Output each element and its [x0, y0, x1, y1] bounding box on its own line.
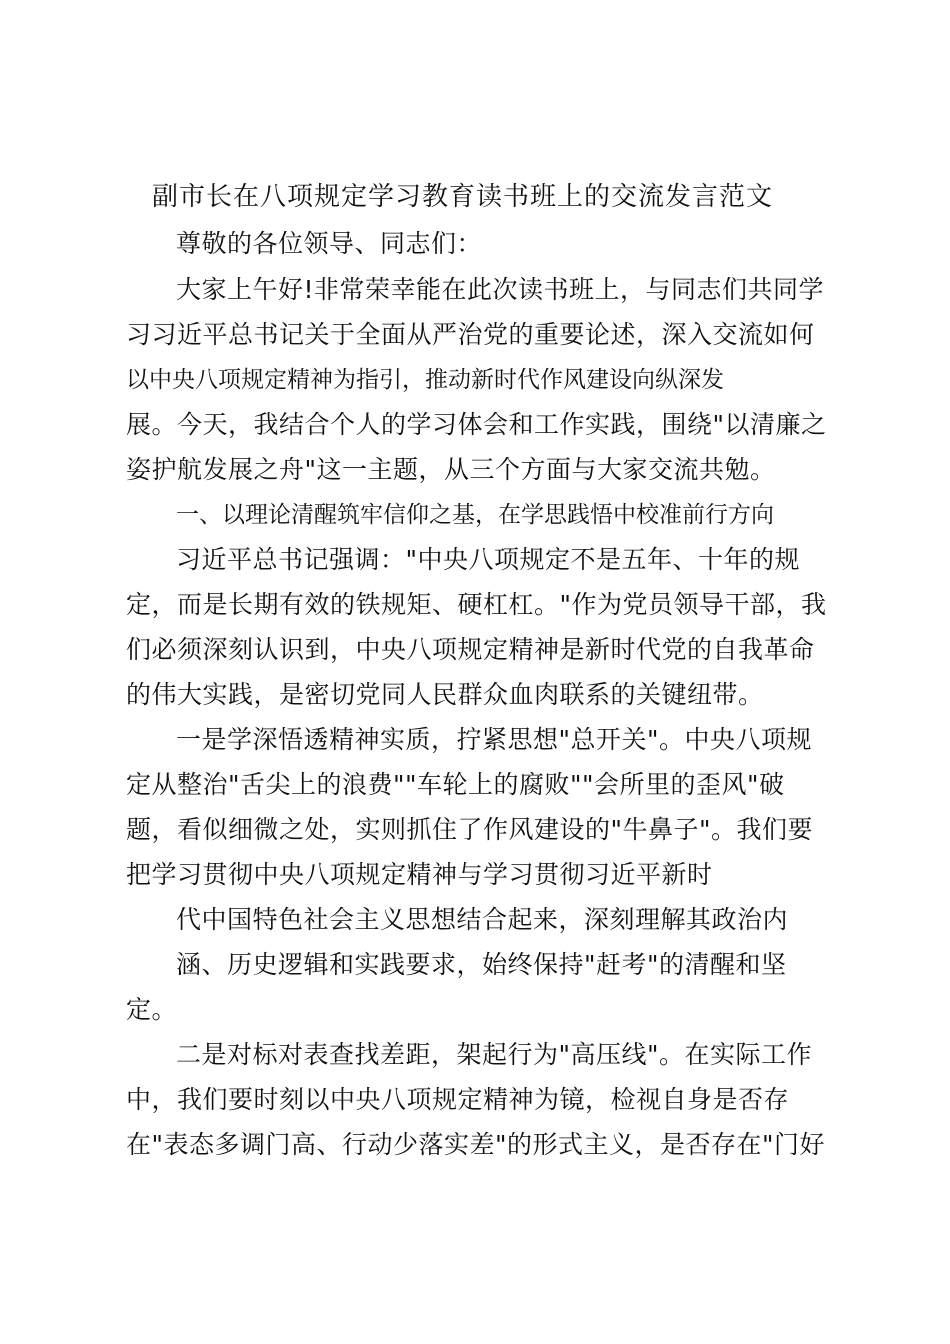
- paragraph-line: 大家上午好!非常荣幸能在此次读书班上，与同志们共同学: [176, 275, 825, 304]
- paragraph-line: 习习近平总书记关于全面从严治党的重要论述，深入交流如何: [126, 320, 815, 349]
- paragraph-line: 一是学深悟透精神实质，拧紧思想"总开关"。中央八项规: [176, 725, 813, 754]
- salutation: 尊敬的各位领导、同志们：: [176, 229, 483, 258]
- paragraph-line: 定从整治"舌尖上的浪费""车轮上的腐败""会所里的歪风"破: [126, 770, 785, 799]
- paragraph-line: 展。今天，我结合个人的学习体会和工作实践，围绕"以清廉之: [126, 410, 827, 439]
- paragraph-line: 习近平总书记强调："中央八项规定不是五年、十年的规: [176, 545, 801, 574]
- paragraph-line: 中，我们要时刻以中央八项规定精神为镜，检视自身是否存: [126, 1085, 790, 1114]
- paragraph-line: 姿护航发展之舟"这一主题，从三个方面与大家交流共勉。: [126, 455, 776, 484]
- paragraph-line: 在"表态多调门高、行动少落实差"的形式主义，是否存在"门好: [126, 1130, 825, 1159]
- paragraph-line: 代中国特色社会主义思想结合起来，深刻理解其政治内: [176, 905, 789, 934]
- paragraph-line: 把学习贯彻中央八项规定精神与学习贯彻习近平新时: [126, 860, 713, 889]
- paragraph-line: 二是对标对表查找差距，架起行为"高压线"。在实际工作: [176, 1040, 813, 1069]
- paragraph-line: 的伟大实践，是密切党同人民群众血肉联系的关键纽带。: [126, 680, 764, 709]
- document-title: 副市长在八项规定学习教育读书班上的交流发言范文: [152, 182, 774, 212]
- paragraph-line: 们必须深刻认识到，中央八项规定精神是新时代党的自我革命: [126, 635, 815, 664]
- section-heading: 一、以理论清醒筑牢信仰之基，在学思践悟中校准前行方向: [176, 502, 774, 528]
- paragraph-line: 定。: [126, 995, 178, 1024]
- paragraph-line: 涵、历史逻辑和实践要求，始终保持"赶考"的清醒和坚: [176, 950, 787, 979]
- paragraph-line: 以中央八项规定精神为指引，推动新时代作风建设向纵深发: [126, 367, 724, 393]
- paragraph-line: 定，而是长期有效的铁规矩、硬杠杠。"作为党员领导干部，我: [126, 590, 827, 619]
- paragraph-line: 题，看似细微之处，实则抓住了作风建设的"牛鼻子"。我们要: [126, 815, 814, 844]
